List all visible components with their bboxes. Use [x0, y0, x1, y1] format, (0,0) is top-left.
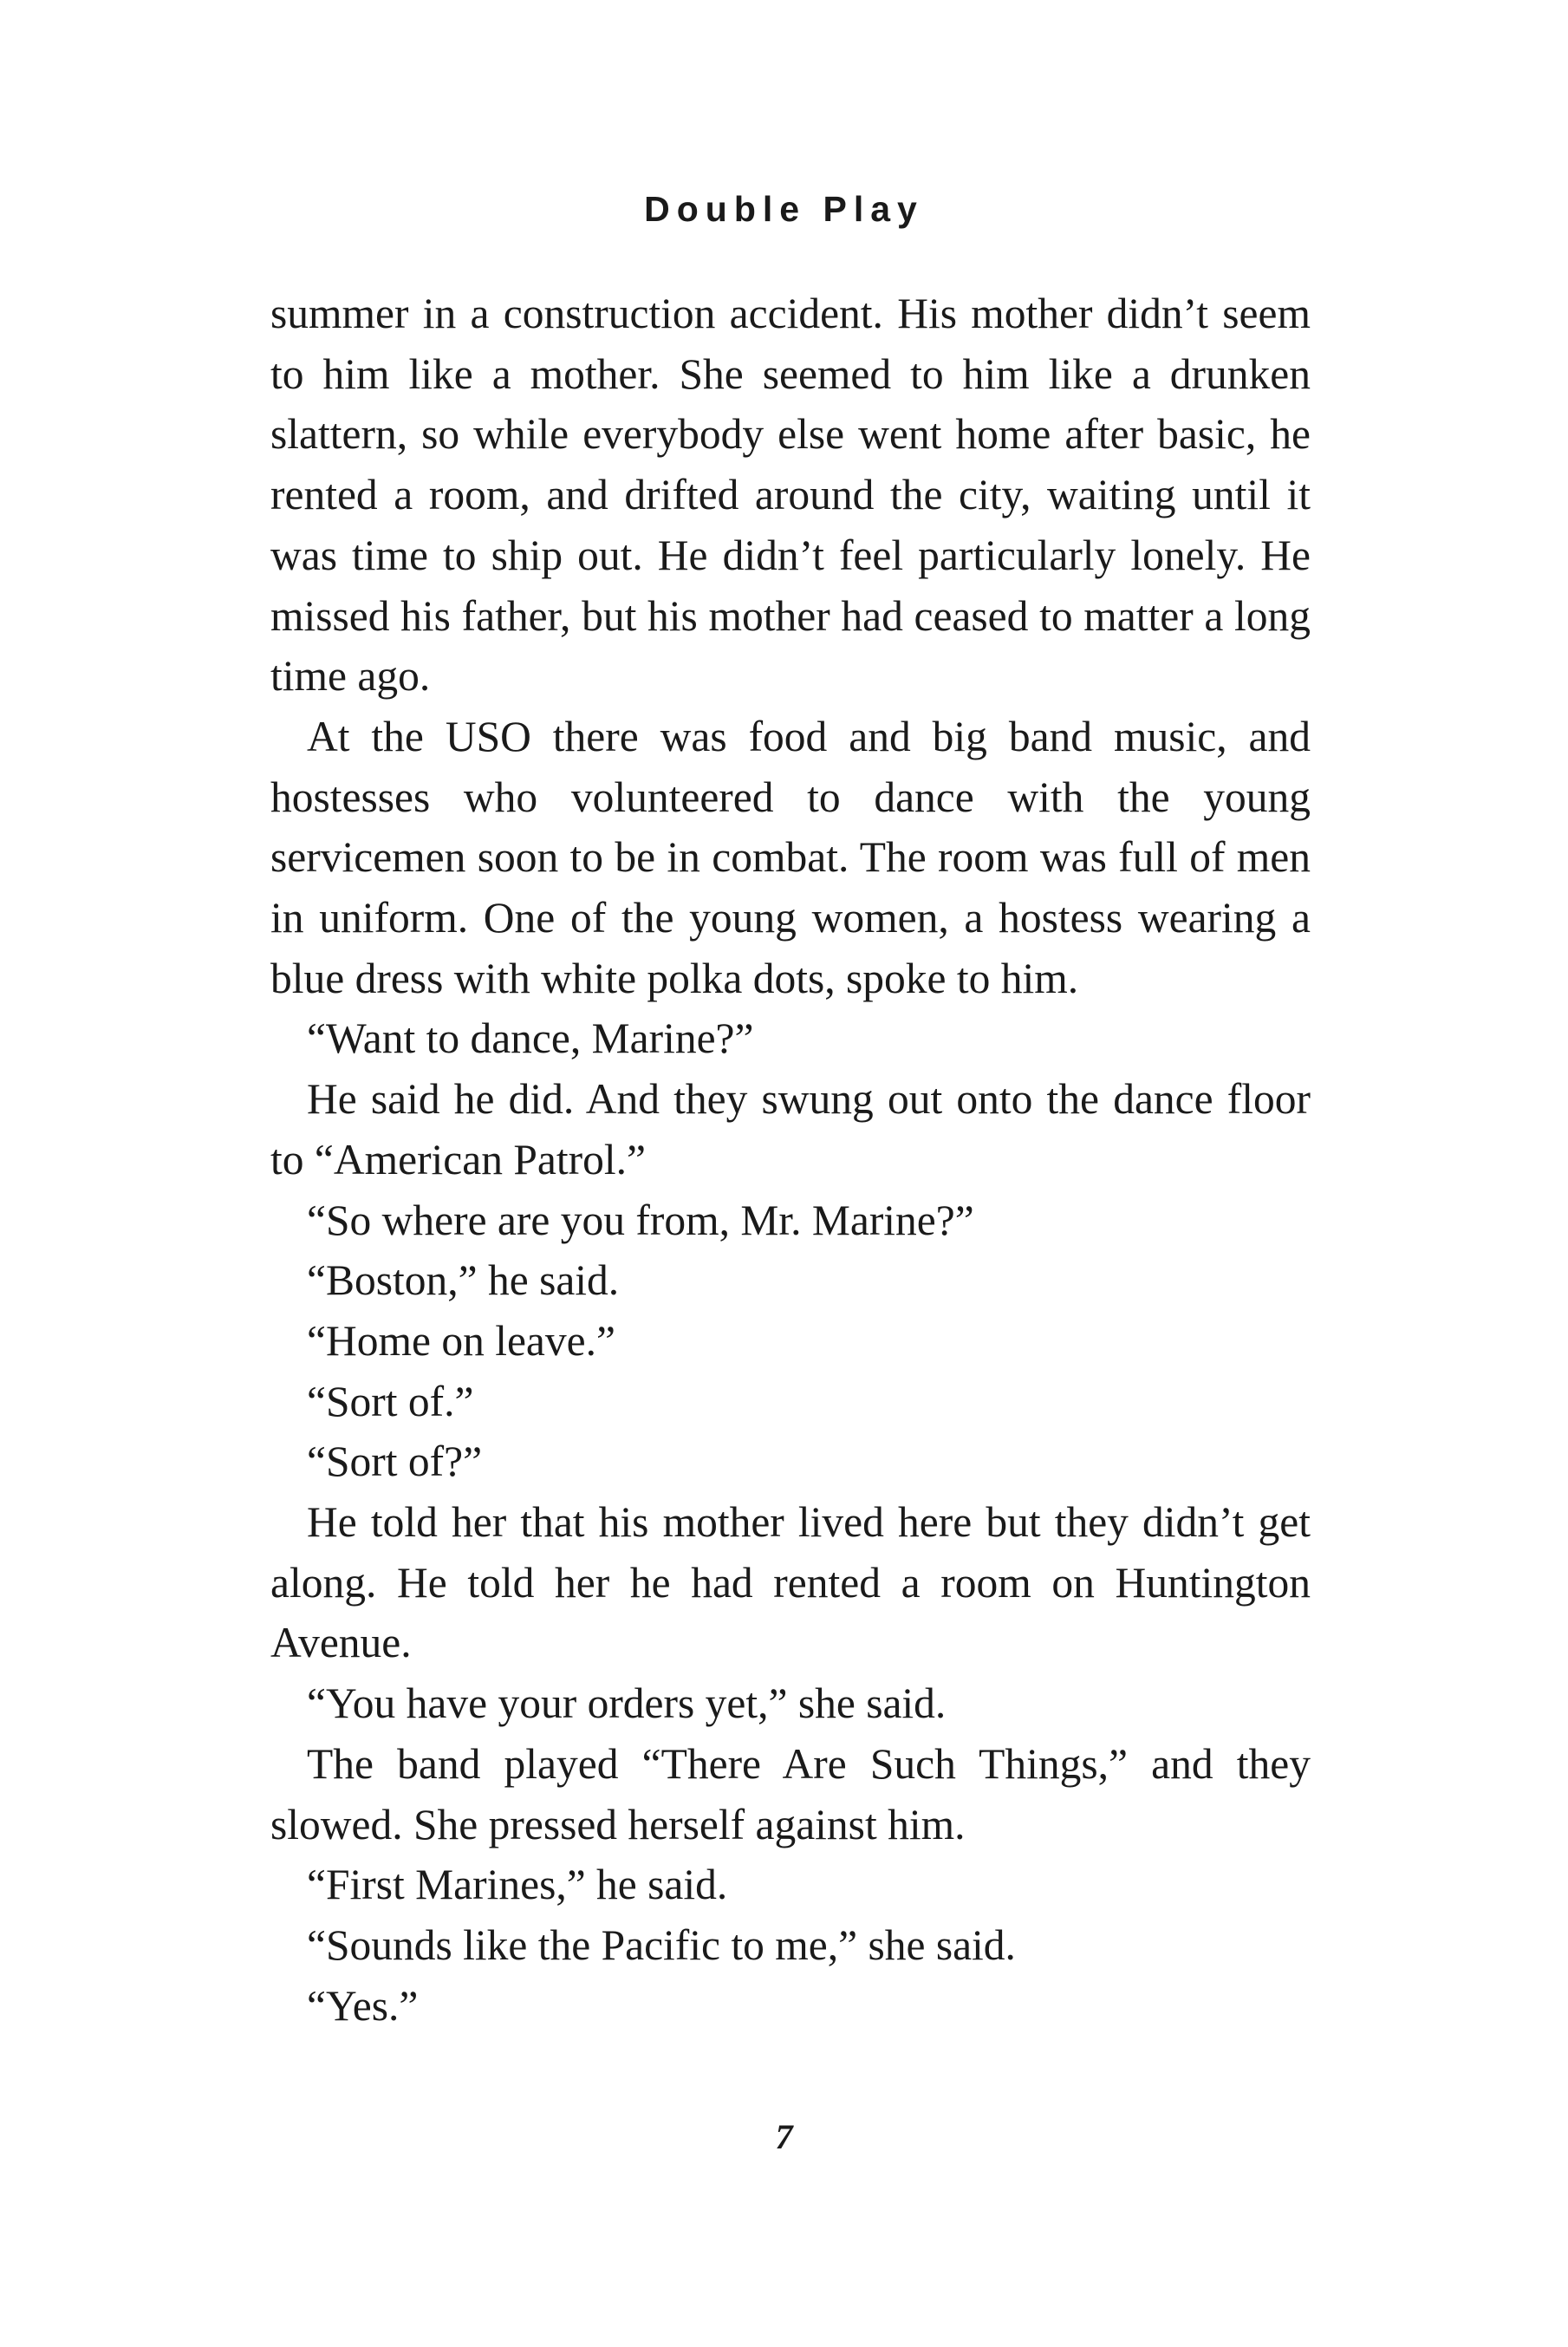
paragraph: “First Marines,” he said. [307, 1861, 728, 1909]
paragraph: “Sounds like the Pacific to me,” she said. [307, 1920, 1016, 1969]
paragraph: summer in a construction accident. His mother didn’t seem to him like a mother. She seemed to him like a drunken slattern, so while everybody else went home after basic, he rented a room, and drifted around the city, waiting until it was time to ship out. He didn’t feel particularly lonely. He missed his father, but his mother had ceased to matter a long time ago. [270, 290, 1311, 701]
paragraph: At the USO there was food and big band music, and hostesses who volunteered to dance with the young servicemen soon to be in combat. The room was full of men in uniform. One of the young women, a hostess wearing a blue dress with white polka dots, spoke to him. [270, 712, 1311, 1002]
paragraph: “Yes.” [307, 1981, 419, 2030]
page-number: 7 [775, 2117, 793, 2156]
paragraph: “Sort of?” [307, 1438, 483, 1486]
body-text [270, 284, 1311, 2036]
running-head: Double Play [644, 189, 924, 229]
paragraph: “So where are you from, Mr. Marine?” [307, 1196, 974, 1244]
paragraph: “Sort of.” [307, 1377, 474, 1425]
paragraph: “Home on leave.” [307, 1316, 615, 1365]
paragraph: “You have your orders yet,” she said. [307, 1679, 947, 1728]
paragraph: “Want to dance, Marine?” [307, 1014, 754, 1063]
paragraph: He said he did. And they swung out onto the dance floor to “American Patrol.” [270, 1075, 1311, 1183]
paragraph: He told her that his mother lived here but they didn’t get along. He told her he had rented a room on Huntington Avenue. [270, 1498, 1311, 1667]
paragraph: The band played “There Are Such Things,” and they slowed. She pressed herself against him. [270, 1739, 1311, 1848]
paragraph: “Boston,” he said. [307, 1256, 620, 1305]
